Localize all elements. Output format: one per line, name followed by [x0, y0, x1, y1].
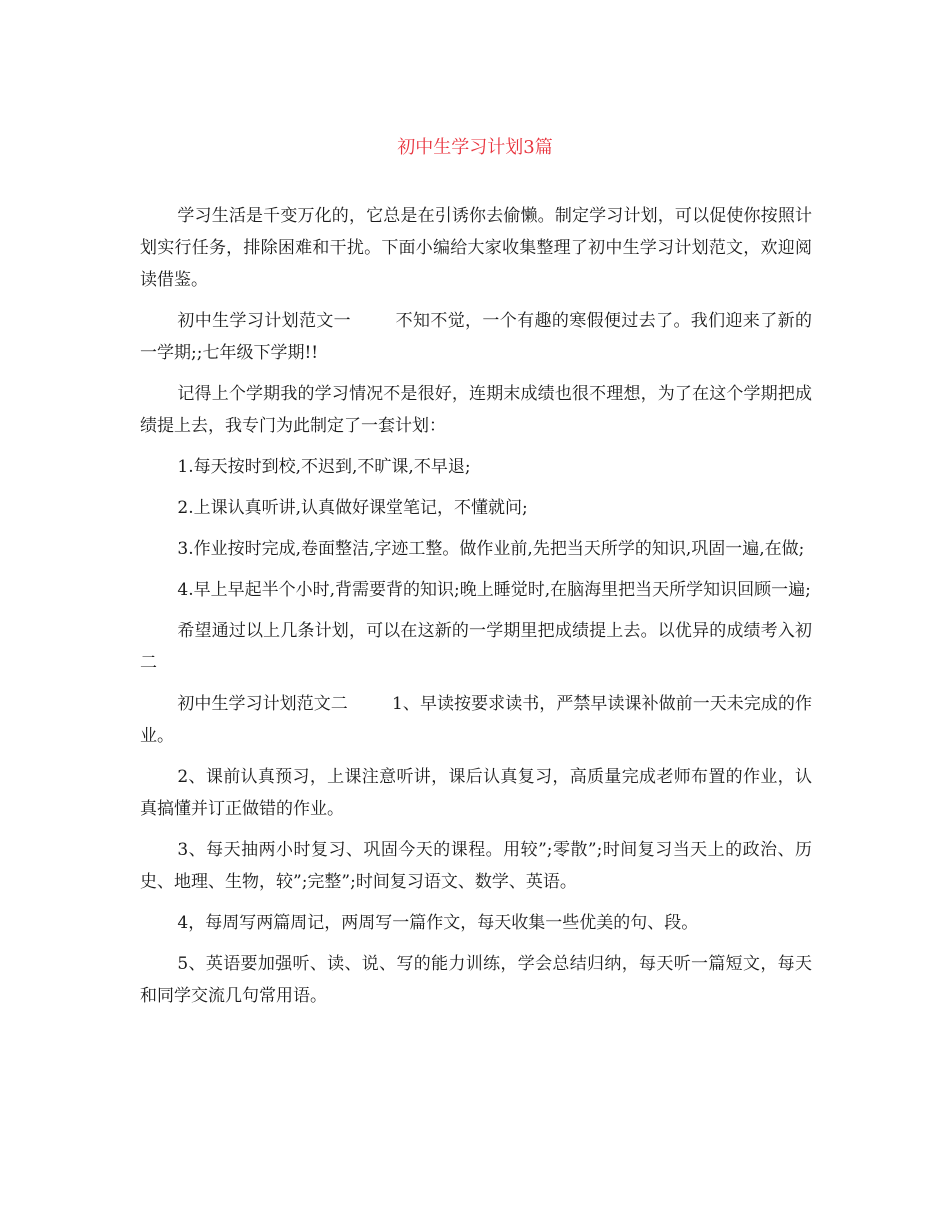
- section-heading: 初中生学习计划范文二: [177, 694, 348, 714]
- paragraph-text: 2、课前认真预习，上课注意听讲，课后认真复习，高质量完成老师布置的作业，认真搞懂并订正做错的作业。: [140, 767, 812, 819]
- paragraph-text: 4.早上早起半个小时,背需要背的知识;晚上睡觉时,在脑海里把当天所学知识回顾一遍;: [177, 580, 811, 600]
- paragraph-last-term: [140, 378, 812, 442]
- list-item: [140, 574, 812, 606]
- section-heading: 初中生学习计划范文一: [177, 311, 352, 331]
- paragraph-hope: [140, 615, 812, 679]
- list-item: [140, 834, 812, 898]
- paragraph-text: 学习生活是千变万化的，它总是在引诱你去偷懒。制定学习计划，可以促使你按照计划实行任务，排除困难和干扰。下面小编给大家收集整理了初中生学习计划范文，欢迎阅读借鉴。: [140, 206, 812, 290]
- paragraph-text: 记得上个学期我的学习情况不是很好，连期末成绩也很不理想，为了在这个学期把成绩提上去，我专门为此制定了一套计划：: [140, 384, 812, 436]
- list-item: [140, 907, 812, 939]
- list-item: [140, 948, 812, 1012]
- paragraph-text: 不知不觉，一个有趣的寒假便过去了。我们迎来了新的一学期;;七年级下学期!!: [140, 311, 813, 363]
- list-item: [140, 451, 812, 483]
- paragraph-text: 4，每周写两篇周记，两周写一篇作文，每天收集一些优美的句、段。: [177, 913, 699, 933]
- paragraph-text: 1、早读按要求读书，严禁早读课补做前一天未完成的作业。: [140, 694, 812, 746]
- list-item: [140, 492, 812, 524]
- paragraph-text: 2.上课认真听讲,认真做好课堂笔记，不懂就问;: [177, 498, 528, 518]
- list-item: [140, 533, 812, 565]
- paragraph-sample-one: [140, 305, 812, 369]
- paragraph-intro: [140, 200, 812, 296]
- list-item: [140, 761, 812, 825]
- paragraph-text: 希望通过以上几条计划，可以在这新的一学期里把成绩提上去。以优异的成绩考入初二: [140, 621, 812, 673]
- paragraph-sample-two: [140, 688, 812, 752]
- document-body: [140, 200, 812, 1021]
- document-title: 初中生学习计划3篇: [397, 137, 553, 158]
- paragraph-text: 3、每天抽两小时复习、巩固今天的课程。用较”;零散”;时间复习当天上的政治、历史、地理、生物，较”;完整”;时间复习语文、数学、英语。: [140, 840, 812, 892]
- paragraph-text: 1.每天按时到校,不迟到,不旷课,不早退;: [177, 457, 471, 477]
- paragraph-text: 5、英语要加强听、读、说、写的能力训练，学会总结归纳，每天听一篇短文，每天和同学交流几句常用语。: [140, 954, 812, 1006]
- paragraph-text: 3.作业按时完成,卷面整洁,字迹工整。做作业前,先把当天所学的知识,巩固一遍,在做;: [177, 539, 805, 559]
